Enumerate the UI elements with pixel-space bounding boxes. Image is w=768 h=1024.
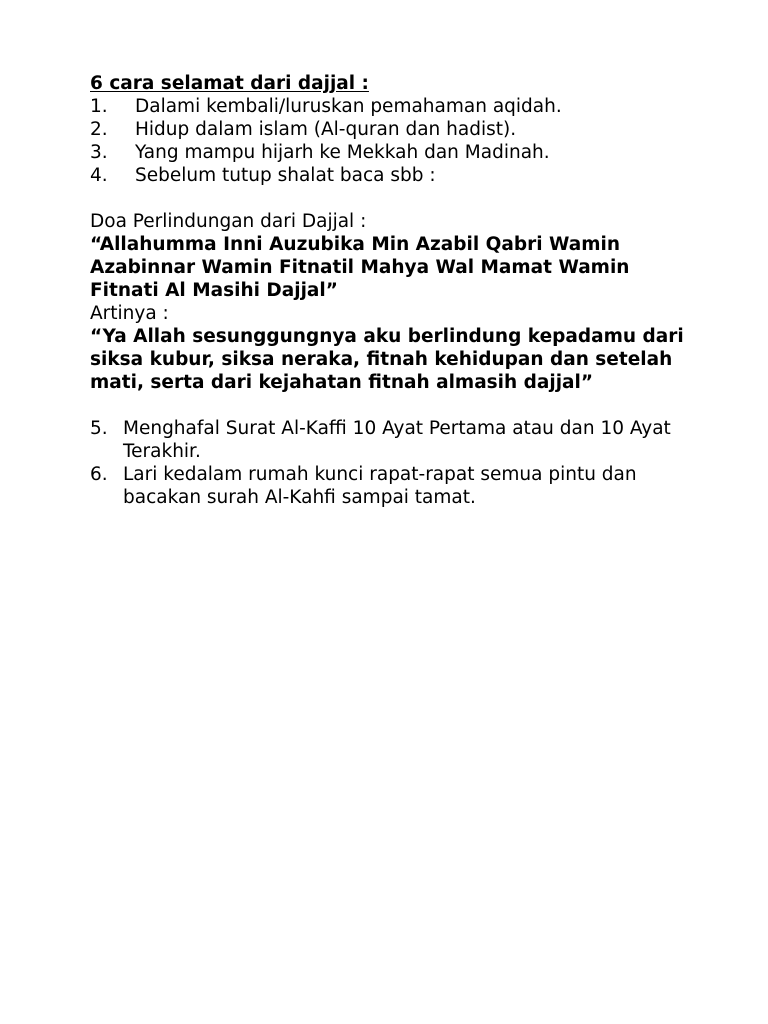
list-item-text: Sebelum tutup shalat baca sbb : <box>135 165 436 186</box>
list-item <box>90 417 690 463</box>
list-item-text: Menghafal Surat Al-Kaffi 10 Ayat Pertama atau dan 10 Ayat Terakhir. <box>123 418 671 462</box>
list-item <box>90 164 690 187</box>
list-item-number: 5. <box>90 418 108 439</box>
list-item-text: Yang mampu hijarh ke Mekkah dan Madinah. <box>135 142 550 163</box>
steps-list-second <box>90 417 690 509</box>
list-item-number: 2. <box>90 119 108 140</box>
document-content <box>90 72 690 509</box>
list-item <box>90 463 690 509</box>
list-item-number: 3. <box>90 142 108 163</box>
list-item-number: 1. <box>90 96 108 117</box>
list-item <box>90 141 690 164</box>
list-item-text: Hidup dalam islam (Al-quran dan hadist). <box>135 119 517 140</box>
spacer <box>90 187 690 210</box>
doa-heading: Doa Perlindungan dari Dajjal : <box>90 211 367 232</box>
doa-text: “Allahumma Inni Auzubika Min Azabil Qabri Wamin Azabinnar Wamin Fitnatil Mahya Wal Mamat Wamin Fitnati Al Masihi Dajjal” <box>90 234 630 301</box>
artinya-label: Artinya : <box>90 303 169 324</box>
list-item-text: Lari kedalam rumah kunci rapat-rapat semua pintu dan bacakan surah Al-Kahfi sampai tamat. <box>123 464 637 508</box>
list-item <box>90 95 690 118</box>
list-item <box>90 118 690 141</box>
list-item-number: 6. <box>90 464 108 485</box>
steps-list-first <box>90 95 690 187</box>
document-title: 6 cara selamat dari dajjal : <box>90 73 369 94</box>
list-item-text: Dalami kembali/luruskan pemahaman aqidah. <box>135 96 562 117</box>
list-item-number: 4. <box>90 165 108 186</box>
artinya-text: “Ya Allah sesunggungnya aku berlindung kepadamu dari siksa kubur, siksa neraka, fitnah kehidupan dan setelah mati, serta dari kejahatan fitnah almasih dajjal” <box>90 326 684 393</box>
spacer <box>90 394 690 417</box>
